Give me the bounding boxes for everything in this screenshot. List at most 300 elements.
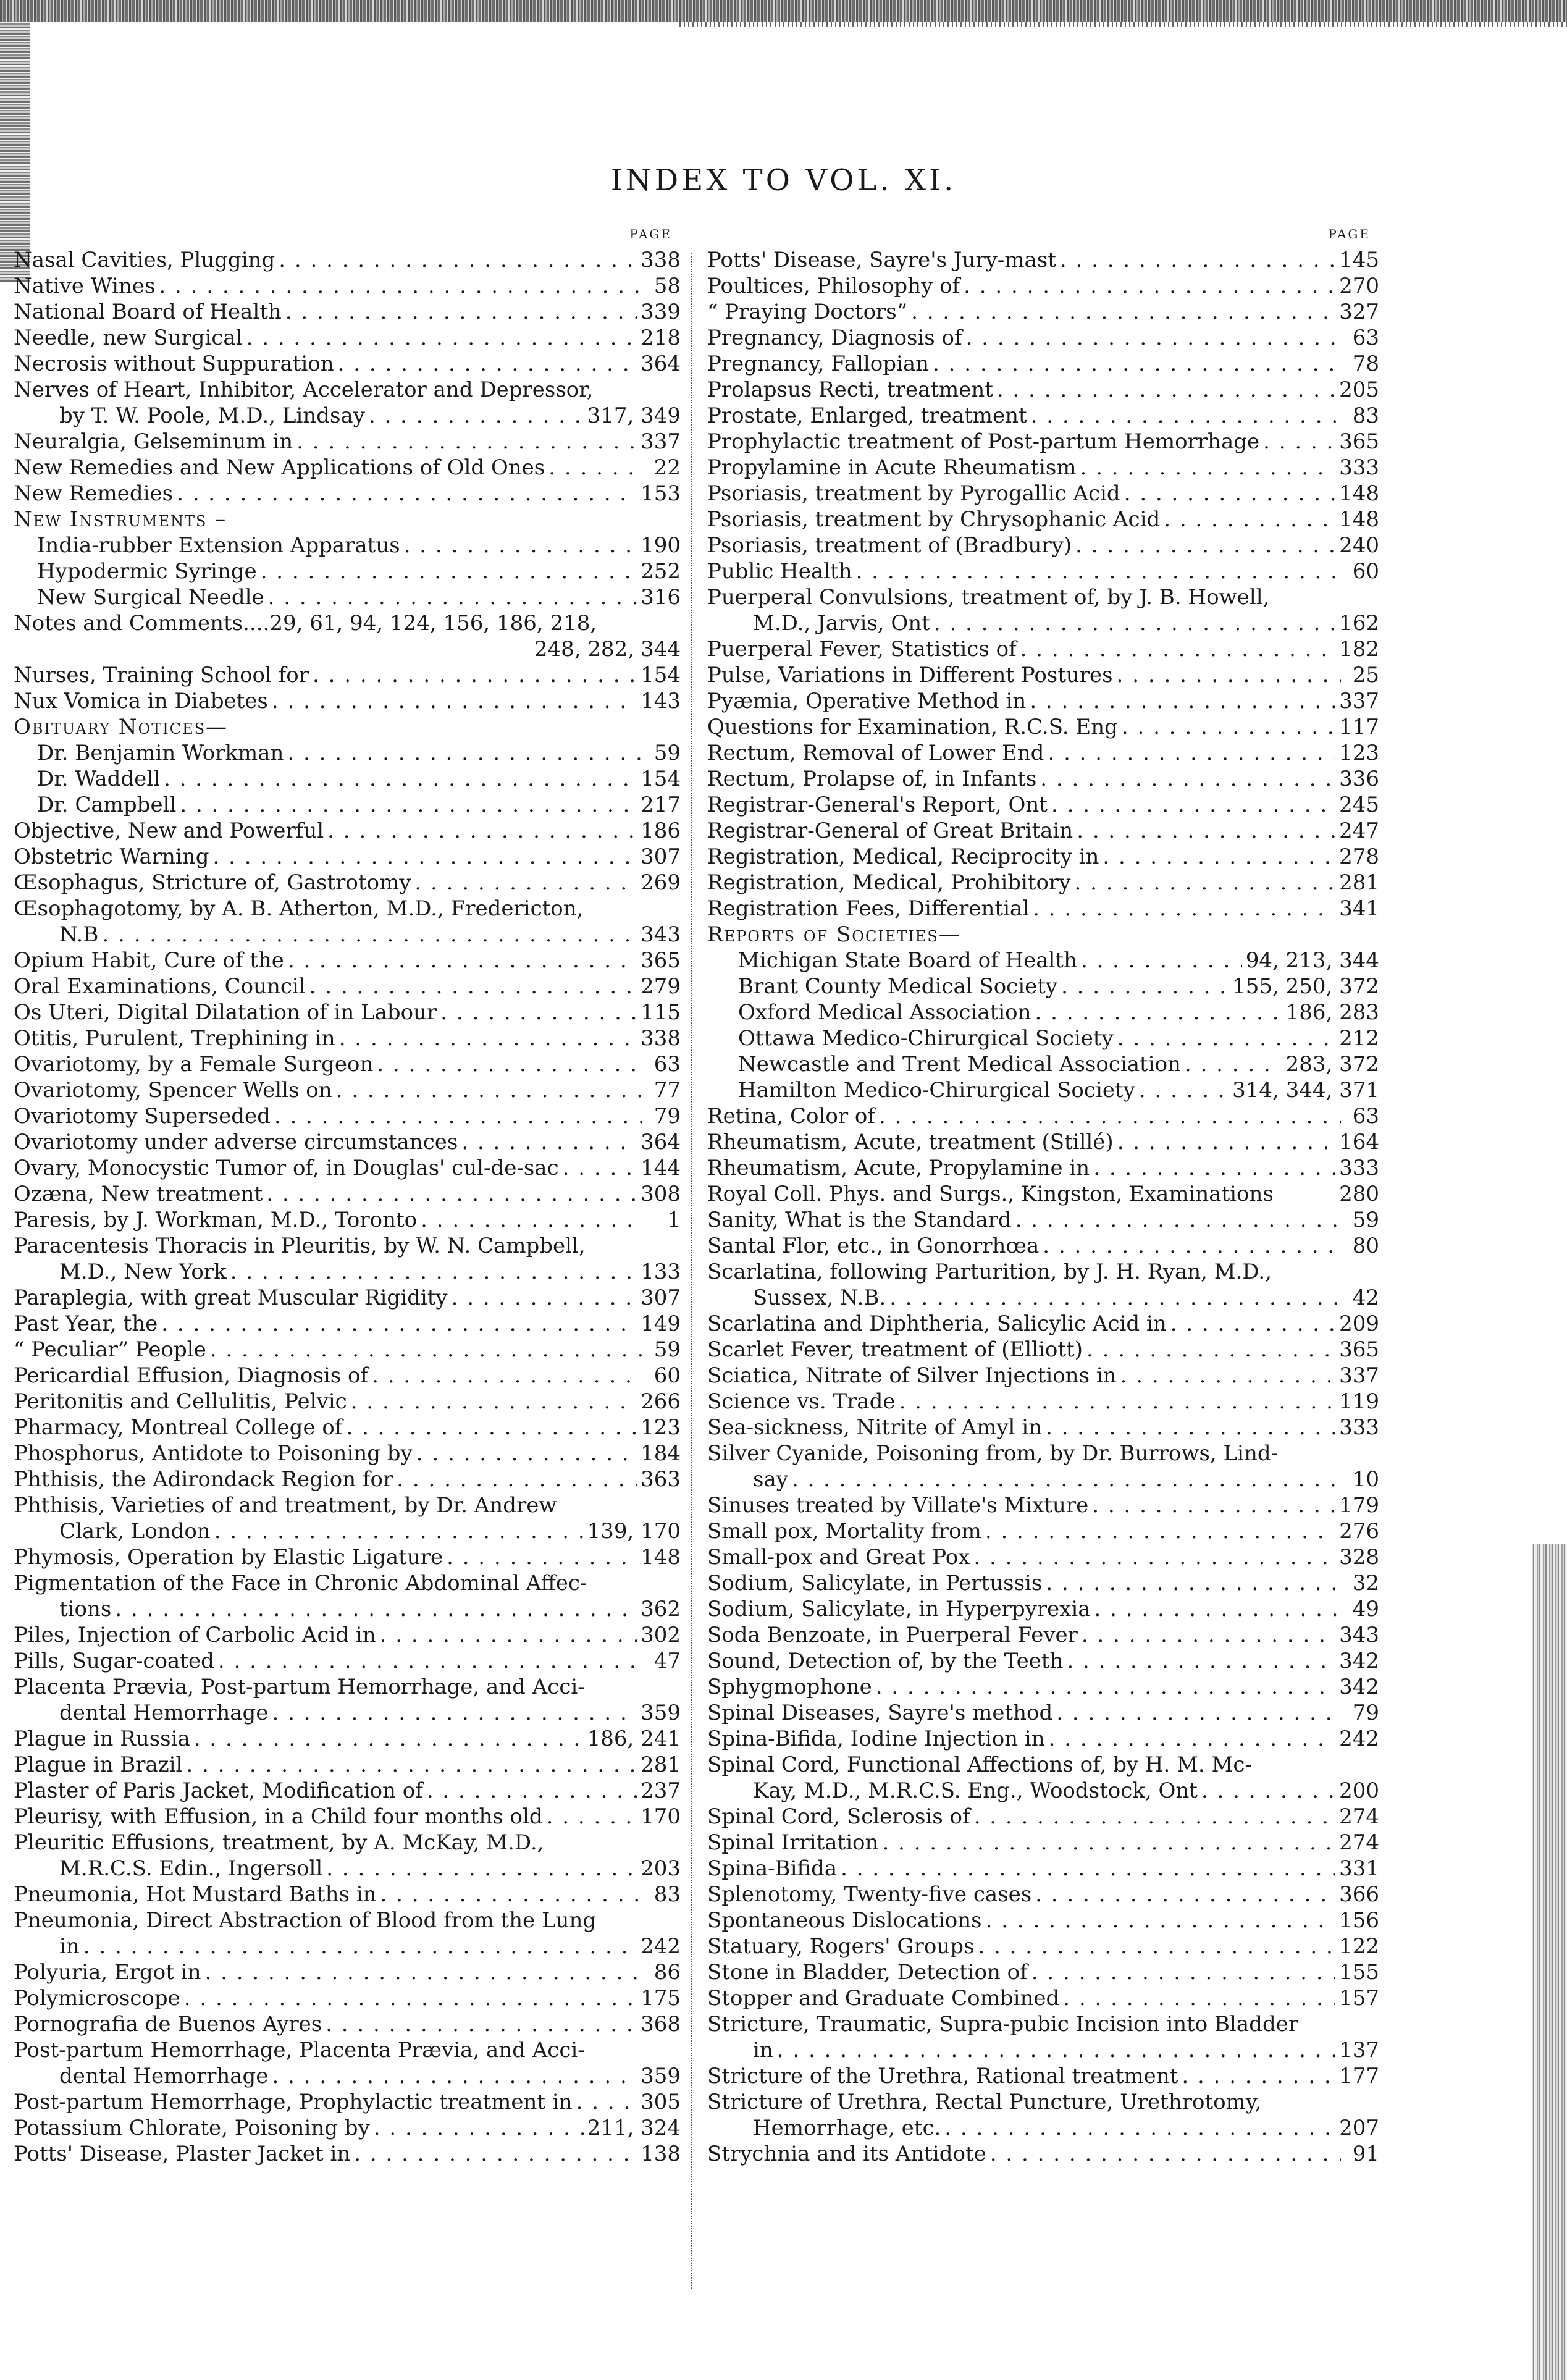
entry-text: Plague in Russia	[14, 1726, 190, 1751]
index-entry	[14, 922, 681, 948]
entry-text: say	[753, 1467, 788, 1492]
entry-text: Œsophagus, Stricture of, Gastrotomy	[14, 870, 411, 895]
entry-text: Post-partum Hemorrhage, Prophylactic treatment in	[14, 2090, 573, 2114]
entry-text: M.D., Jarvis, Ont	[753, 611, 930, 636]
page-number: 164	[1339, 1130, 1379, 1154]
entry-text: Hemorrhage, etc.	[753, 2116, 941, 2140]
entry-text: Kay, M.D., M.R.C.S. Eng., Woodstock, Ont	[753, 1778, 1198, 1803]
index-entry	[707, 1570, 1379, 1596]
page-number: 123	[1339, 741, 1379, 765]
dot-leader	[1020, 636, 1335, 662]
index-entry	[14, 584, 681, 610]
dot-leader	[1122, 714, 1335, 740]
dot-leader	[1046, 1570, 1341, 1596]
entry-text: Sinuses treated by Villate's Mixture	[707, 1493, 1089, 1518]
page-number: 281	[1339, 870, 1379, 895]
index-entry	[707, 740, 1379, 766]
dot-leader	[1048, 740, 1335, 766]
index-entry	[707, 1207, 1379, 1233]
index-entry	[14, 2115, 681, 2141]
page-number: 342	[1339, 1675, 1379, 1699]
index-entry	[707, 1726, 1379, 1752]
page-number: 1	[667, 1208, 681, 1232]
index-entry	[14, 610, 681, 636]
entry-text: tions	[59, 1597, 112, 1621]
index-entry	[14, 2141, 681, 2167]
entry-text: Pyæmia, Operative Method in	[707, 689, 1027, 713]
page-number: 83	[1352, 403, 1379, 428]
index-entry	[707, 273, 1379, 299]
page-number: 336	[1339, 767, 1379, 791]
dot-leader	[1185, 1051, 1282, 1077]
index-entry	[707, 688, 1379, 714]
entry-text: Nux Vomica in Diabetes	[14, 689, 268, 713]
entry-text: Pericardial Effusion, Diagnosis of	[14, 1363, 369, 1388]
index-entry	[707, 766, 1379, 792]
index-entry	[707, 714, 1379, 740]
column-divider	[691, 253, 692, 2289]
page-number: 242	[1339, 1726, 1379, 1751]
entry-text: Sodium, Salicylate, in Pertussis	[707, 1571, 1043, 1596]
entry-text: Registration, Medical, Prohibitory	[707, 870, 1071, 895]
page-number: 145	[1339, 248, 1379, 272]
entry-text: Nerves of Heart, Inhibitor, Accelerator and Depressor,	[14, 377, 594, 402]
page-number: 153	[641, 481, 681, 506]
index-entry	[707, 1155, 1379, 1181]
index-entry	[14, 1155, 681, 1181]
page-number: 341	[1339, 896, 1379, 921]
entry-text: Potts' Disease, Sayre's Jury-mast	[707, 248, 1056, 272]
entry-text: Spinal Cord, Sclerosis of	[707, 1804, 970, 1829]
page-number: 22	[653, 455, 681, 480]
dot-leader	[102, 922, 637, 948]
page-number: 148	[1339, 507, 1379, 532]
entry-text: Science vs. Trade	[707, 1389, 896, 1414]
page-number: 359	[641, 1701, 681, 1725]
index-entry	[14, 999, 681, 1025]
entry-text: Potts' Disease, Plaster Jacket in	[14, 2142, 351, 2166]
entry-text: Obstetric Warning	[14, 844, 209, 869]
dot-leader	[354, 2141, 637, 2167]
dot-leader	[1164, 507, 1335, 532]
dot-leader	[990, 2141, 1341, 2167]
entry-text: Ovariotomy under adverse circumstances	[14, 1130, 458, 1154]
dot-leader	[1067, 1648, 1335, 1674]
index-entry	[14, 636, 681, 662]
entry-text: Phosphorus, Antidote to Poisoning by	[14, 1441, 413, 1466]
entry-text: Paracentesis Thoracis in Pleuritis, by W. N. Campbell,	[14, 1234, 586, 1258]
page-number: 137	[1339, 2038, 1379, 2063]
entry-text: Prostate, Enlarged, treatment	[707, 403, 1027, 428]
page-number: 80	[1352, 1234, 1379, 1258]
page-number: 270	[1339, 274, 1379, 298]
index-entry	[14, 1259, 681, 1285]
page-number: 77	[653, 1078, 681, 1103]
entry-text: Stone in Bladder, Detection of	[707, 1960, 1028, 1985]
page-number: 190	[641, 533, 681, 558]
dot-leader	[899, 1389, 1336, 1415]
index-entry	[14, 1363, 681, 1389]
entry-text: Sea-sickness, Nitrite of Amyl in	[707, 1415, 1042, 1440]
entry-text: Oxford Medical Association	[738, 1000, 1031, 1025]
page-number: 170	[641, 1804, 681, 1829]
dot-leader	[285, 299, 637, 325]
entry-text: Stricture, Traumatic, Supra-pubic Incision into Bladder	[707, 2012, 1299, 2037]
dot-leader	[339, 1025, 637, 1051]
index-entry	[14, 1622, 681, 1648]
entry-text: Phthisis, the Adirondack Region for	[14, 1467, 393, 1492]
entry-text: Placenta Prævia, Post-partum Hemorrhage, and Acci-	[14, 1675, 585, 1699]
page-number: 316	[641, 585, 681, 610]
dot-leader	[1075, 870, 1336, 896]
entry-text: Sound, Detection of, by the Teeth	[707, 1649, 1064, 1673]
index-entry	[14, 325, 681, 351]
index-entry	[14, 1389, 681, 1415]
index-entry	[707, 584, 1379, 610]
index-entry	[14, 1311, 681, 1337]
page-number: 200	[1339, 1778, 1379, 1803]
dot-leader	[876, 1674, 1335, 1700]
entry-text: Opium Habit, Cure of the	[14, 948, 284, 973]
index-entry	[14, 1882, 681, 1907]
dot-leader	[338, 351, 637, 377]
page-number: 307	[641, 844, 681, 869]
index-entry	[707, 299, 1379, 325]
page-number: 365	[1339, 1337, 1379, 1362]
entry-text: Necrosis without Suppuration	[14, 351, 334, 376]
index-entry	[14, 1570, 681, 1596]
dot-leader	[218, 1648, 642, 1674]
page-number: 122	[1339, 1934, 1379, 1959]
page-number: 157	[1339, 1986, 1379, 2011]
index-entry	[707, 1518, 1379, 1544]
index-entry	[14, 1596, 681, 1622]
page-number: 339	[641, 300, 681, 324]
dot-leader	[296, 429, 637, 455]
dot-leader	[1015, 1207, 1341, 1233]
index-entry	[707, 1440, 1379, 1466]
entry-text: India-rubber Extension Apparatus	[37, 533, 400, 558]
dot-leader	[377, 1051, 642, 1077]
index-entry	[707, 325, 1379, 351]
index-entry	[707, 1025, 1379, 1051]
dot-leader	[212, 844, 637, 870]
index-entry	[14, 532, 681, 558]
dot-leader	[1063, 1985, 1335, 2011]
dot-leader	[404, 532, 637, 558]
index-entry	[707, 1233, 1379, 1259]
page-number: 155	[1339, 1960, 1379, 1985]
page-number: 359	[641, 2064, 681, 2088]
dot-leader	[346, 1415, 637, 1440]
page-number: 283, 372	[1285, 1052, 1379, 1077]
entry-text: “ Praying Doctors”	[707, 300, 908, 324]
entry-text: Œsophagotomy, by A. B. Atherton, M.D., Fredericton,	[14, 896, 584, 921]
entry-text: Registration Fees, Differential	[707, 896, 1030, 921]
dot-leader	[452, 1285, 637, 1311]
dot-leader	[351, 1389, 637, 1415]
dot-leader	[327, 818, 637, 844]
index-entry	[14, 818, 681, 844]
page-column-header: PAGE	[629, 227, 672, 242]
entry-text: Paraplegia, with great Muscular Rigidity	[14, 1285, 448, 1310]
dot-leader	[1080, 455, 1336, 481]
page-number: 280	[1339, 1182, 1379, 1206]
page-number: 245	[1339, 793, 1379, 817]
page-number: 186, 241	[587, 1726, 681, 1751]
dot-leader	[272, 688, 637, 714]
entry-text: Stopper and Graduate Combined	[707, 1986, 1060, 2011]
dot-leader	[985, 1518, 1335, 1544]
entry-text: Piles, Injection of Carbolic Acid in	[14, 1623, 376, 1647]
dot-leader	[973, 1544, 1335, 1570]
page-number: 343	[1339, 1623, 1379, 1647]
entry-text: dental Hemorrhage	[59, 1701, 269, 1725]
index-entry	[707, 1674, 1379, 1700]
index-entry	[707, 532, 1379, 558]
index-entry	[14, 1025, 681, 1051]
index-entry	[14, 1337, 681, 1363]
page-number: 333	[1339, 1156, 1379, 1180]
entry-text: Pleurisy, with Effusion, in a Child four months old	[14, 1804, 543, 1829]
page-number: 266	[641, 1389, 681, 1414]
dot-leader	[1139, 1077, 1229, 1103]
page-number: 274	[1339, 1830, 1379, 1855]
page-number: 32	[1352, 1571, 1379, 1596]
entry-text: Puerperal Fever, Statistics of	[707, 637, 1017, 662]
index-entry	[14, 1726, 681, 1752]
dot-leader	[547, 1804, 637, 1830]
entry-text: in	[753, 2038, 773, 2063]
entry-text: Potassium Chlorate, Poisoning by	[14, 2116, 370, 2140]
index-entry	[14, 2063, 681, 2089]
entry-text: M.R.C.S. Edin., Ingersoll	[59, 1856, 323, 1881]
dot-leader	[1201, 1778, 1335, 1804]
page-number: 314, 344, 371	[1232, 1078, 1379, 1103]
entry-text: Dr. Waddell	[37, 767, 161, 791]
index-entry	[14, 1700, 681, 1726]
page-number: 338	[641, 1026, 681, 1051]
dot-leader	[1049, 1726, 1335, 1752]
entry-text: Spinal Irritation	[707, 1830, 879, 1855]
dot-leader	[427, 1778, 637, 1804]
index-entry	[707, 1311, 1379, 1337]
entry-text: Objective, New and Powerful	[14, 818, 324, 843]
index-entry	[707, 2037, 1379, 2063]
index-entry	[14, 455, 681, 481]
page-number: 59	[1352, 1208, 1379, 1232]
dot-leader	[274, 1103, 642, 1129]
entry-text: Hamilton Medico-Chirurgical Society	[738, 1078, 1135, 1103]
dot-leader	[548, 455, 642, 481]
dot-leader	[856, 558, 1341, 584]
entry-text: Peritonitis and Cellulitis, Pelvic	[14, 1389, 347, 1414]
entry-text: Statuary, Rogers' Groups	[707, 1934, 975, 1959]
dot-leader	[933, 351, 1341, 377]
entry-text: New Surgical Needle	[37, 585, 264, 610]
index-entry	[14, 688, 681, 714]
dot-leader	[1035, 1882, 1335, 1907]
index-entry	[707, 351, 1379, 377]
entry-text: Pregnancy, Fallopian	[707, 351, 930, 376]
entry-text: Stricture of Urethra, Rectal Puncture, Urethrotomy,	[707, 2090, 1262, 2114]
page-number: 278	[1339, 844, 1379, 869]
dot-leader	[944, 2115, 1335, 2141]
entry-text: Spina-Bifida, Iodine Injection in	[707, 1726, 1045, 1751]
dot-leader	[792, 1466, 1341, 1492]
scan-edge-right	[1532, 1544, 1567, 2380]
index-entry	[707, 429, 1379, 455]
index-entry	[707, 870, 1379, 896]
entry-text: Post-partum Hemorrhage, Placenta Prævia, and Acci-	[14, 2038, 585, 2063]
dot-leader	[1093, 1155, 1335, 1181]
entry-text: by T. W. Poole, M.D., Lindsay	[59, 403, 365, 428]
entry-text: Sussex, N.B.	[753, 1285, 886, 1310]
dot-leader	[272, 1700, 637, 1726]
index-entry	[707, 1907, 1379, 1933]
dot-leader	[1056, 1700, 1341, 1726]
page-number: 83	[653, 1882, 681, 1907]
page-number: 182	[1339, 637, 1379, 662]
index-entry	[707, 481, 1379, 507]
index-entry	[707, 662, 1379, 688]
dot-leader	[1060, 247, 1335, 273]
dot-leader	[1040, 766, 1335, 792]
index-entry	[707, 2011, 1379, 2037]
index-entry	[14, 1129, 681, 1155]
page-number: 94, 213, 344	[1245, 948, 1379, 973]
dot-leader	[1030, 688, 1335, 714]
page-number: 242	[641, 1934, 681, 1959]
entry-text: Pneumonia, Hot Mustard Baths in	[14, 1882, 377, 1907]
dot-leader	[1120, 1363, 1335, 1389]
index-entry	[707, 948, 1379, 973]
page-number: 143	[641, 689, 681, 713]
entry-text: Questions for Examination, R.C.S. Eng	[707, 715, 1118, 739]
dot-leader	[194, 1726, 584, 1752]
index-entry	[707, 1337, 1379, 1363]
entry-text: Puerperal Convulsions, treatment of, by J. B. Howell,	[707, 585, 1270, 610]
index-entry	[14, 714, 681, 740]
page-number: 302	[641, 1623, 681, 1647]
page-number: 337	[641, 429, 681, 454]
page-number: 162	[1339, 611, 1379, 636]
scan-edge-top-noise	[679, 22, 1567, 27]
entry-text: Oral Examinations, Council	[14, 974, 306, 999]
dot-leader	[1117, 662, 1341, 688]
page-number: 365	[641, 948, 681, 973]
page-number: 63	[653, 1052, 681, 1077]
entry-text: Phymosis, Operation by Elastic Ligature	[14, 1545, 443, 1570]
index-entry	[14, 1959, 681, 1985]
index-entry	[14, 792, 681, 818]
page-number: 60	[653, 1363, 681, 1388]
index-entry	[707, 896, 1379, 922]
index-entry	[707, 1648, 1379, 1674]
entry-text: Stricture of the Urethra, Rational treatment	[707, 2064, 1178, 2088]
dot-leader	[447, 1544, 637, 1570]
index-entry	[14, 662, 681, 688]
entry-text: Prophylactic treatment of Post-partum Hemorrhage	[707, 429, 1260, 454]
entry-text: Rheumatism, Acute, Propylamine in	[707, 1156, 1090, 1180]
index-entry	[707, 1363, 1379, 1389]
index-entry	[707, 455, 1379, 481]
page-number: 63	[1352, 1104, 1379, 1129]
index-entry	[707, 1103, 1379, 1129]
dot-leader	[184, 1985, 637, 2011]
page-number: 47	[653, 1649, 681, 1673]
entry-text: Pills, Sugar-coated	[14, 1649, 214, 1673]
page-number: 252	[641, 559, 681, 584]
index-column-right	[707, 221, 1379, 2167]
page-number: 155, 250, 372	[1232, 974, 1379, 999]
page-number: 281	[641, 1752, 681, 1777]
index-entry	[14, 273, 681, 299]
index-entry	[707, 1596, 1379, 1622]
index-entry	[707, 973, 1379, 999]
index-entry	[14, 1077, 681, 1103]
dot-leader	[1031, 403, 1341, 429]
entry-text: Past Year, the	[14, 1311, 158, 1336]
index-entry	[707, 818, 1379, 844]
dot-leader	[287, 740, 642, 766]
dot-leader	[326, 1856, 637, 1882]
index-entry	[14, 1518, 681, 1544]
index-entry	[707, 1181, 1379, 1207]
dot-leader	[440, 999, 637, 1025]
index-column-left	[14, 221, 681, 2167]
dot-leader	[1094, 1596, 1342, 1622]
entry-text: Pleuritic Effusions, treatment, by A. McKay, M.D.,	[14, 1830, 544, 1855]
dot-leader	[1263, 429, 1335, 455]
page-number: 364	[641, 351, 681, 376]
dot-leader	[997, 377, 1335, 403]
index-entry	[14, 1985, 681, 2011]
dot-leader	[380, 1622, 637, 1648]
dot-leader	[180, 792, 637, 818]
entry-text: Prolapsus Recti, treatment	[707, 377, 993, 402]
entry-text: Native Wines	[14, 274, 156, 298]
index-entry	[707, 1259, 1379, 1285]
dot-leader	[1182, 2063, 1335, 2089]
page-number: 327	[1339, 300, 1379, 324]
page-number: 207	[1339, 2116, 1379, 2140]
index-entry	[14, 1830, 681, 1856]
index-entry	[707, 377, 1379, 403]
dot-leader	[889, 1285, 1341, 1311]
dot-leader	[246, 325, 637, 351]
page-number: 79	[1352, 1701, 1379, 1725]
index-entry	[707, 1544, 1379, 1570]
dot-leader	[1117, 1025, 1335, 1051]
dot-leader	[416, 1440, 637, 1466]
entry-text: Newcastle and Trent Medical Association	[738, 1052, 1181, 1077]
dot-leader	[372, 1363, 642, 1389]
index-entry	[707, 792, 1379, 818]
dot-leader	[1051, 792, 1335, 818]
index-entry	[707, 507, 1379, 532]
page-number: 175	[641, 1986, 681, 2011]
dot-leader	[397, 1466, 637, 1492]
entry-text: Sanity, What is the Standard	[707, 1208, 1012, 1232]
index-entry	[14, 247, 681, 273]
page-number: 279	[641, 974, 681, 999]
index-entry	[707, 1856, 1379, 1882]
page-number: 177	[1339, 2064, 1379, 2088]
dot-leader	[309, 973, 637, 999]
index-entry	[14, 1752, 681, 1778]
entry-text: Plaster of Paris Jacket, Modification of	[14, 1778, 423, 1803]
